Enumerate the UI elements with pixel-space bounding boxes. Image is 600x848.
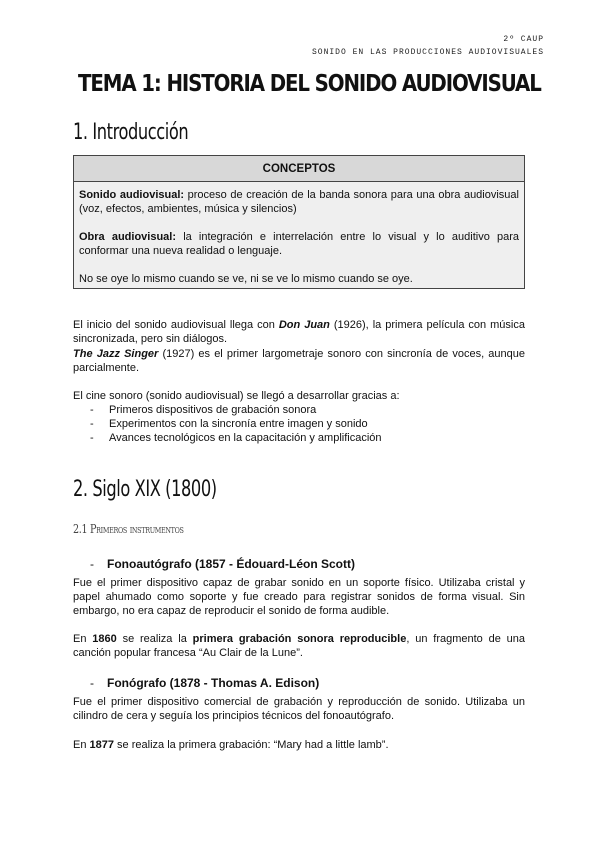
list-item: - Experimentos con la sincronía entre imagen y sonido [90, 418, 368, 430]
concepts-box [73, 155, 525, 289]
concepts-box-header: CONCEPTOS [74, 156, 524, 182]
intro-paragraph-don-juan [73, 318, 525, 346]
text-run: (1927) es el primer largometraje sonoro con sincronía de voces, aunque parcialmente. [73, 348, 525, 374]
definition-sonido-audiovisual [79, 188, 519, 216]
section-heading-introduction: 1. Introducción [73, 120, 189, 145]
concepts-box-body [74, 182, 524, 286]
header-course: 2º CAUP [503, 35, 544, 44]
list-item: - Avances tecnológicos en la capacitación y amplificación [90, 432, 382, 444]
text-run: se realiza la [116, 633, 193, 645]
header-subject: SONIDO EN LAS PRODUCCIONES AUDIOVISUALES [311, 48, 544, 57]
advances-list [90, 403, 382, 445]
text-run: se realiza la primera grabación: “Mary had a little lamb”. [114, 739, 389, 751]
list-item: - Primeros dispositivos de grabación sonora [90, 404, 317, 416]
fonografo-description: Fue el primer dispositivo comercial de grabación y reproducción de sonido. Utilizaba un cilindro de cera y seguía los principios técnicos del fonoautógrafo. [73, 696, 525, 722]
list-item-text: Experimentos con la sincronía entre imagen y sonido [109, 418, 368, 430]
text-run: En [73, 739, 90, 751]
text-run: En [73, 633, 93, 645]
item-title: Fonoautógrafo (1857 - Édouard-Léon Scott) [107, 557, 355, 571]
definition-term: Sonido audiovisual: [79, 189, 185, 201]
year-1860: 1860 [92, 633, 117, 645]
film-title-don-juan: Don Juan [278, 319, 330, 331]
page-title: TEMA 1: HISTORIA DEL SONIDO AUDIOVISUAL [78, 71, 541, 97]
concepts-quote: No se oye lo mismo cuando se ve, ni se ve lo mismo cuando se oye. [79, 273, 413, 285]
definition-text: la integración e interrelación entre lo visual y lo auditivo para conformar una nueva realidad o lenguaje. [79, 231, 519, 257]
text-run: (1926), la primera película con música sincronizada, pero sin diálogos. [73, 319, 525, 345]
item-heading-fonoautografo: - Fonoautógrafo (1857 - Édouard-Léon Scott) [90, 557, 355, 571]
list-item-text: Avances tecnológicos en la capacitación y amplificación [109, 432, 382, 444]
text-run: , un fragmento de una canción popular francesa “Au Clair de la Lune”. [73, 633, 526, 659]
fonoautografo-note [73, 632, 525, 660]
fonografo-note [73, 738, 525, 752]
fonoautografo-description: Fue el primer dispositivo capaz de grabar sonido en un soporte físico. Utilizaba cristal y papel ahumado como soporte y fue creado para registrar sonidos de forma visual. Sin embargo, no era capaz de reproducir el sonido de forma audible. [73, 577, 525, 617]
highlight-first-recording: primera grabación sonora reproducible [192, 633, 407, 645]
item-title: Fonógrafo (1878 - Thomas A. Edison) [107, 676, 320, 690]
intro-paragraph-jazz-singer [73, 347, 525, 375]
year-1877: 1877 [89, 739, 114, 751]
definition-obra-audiovisual [79, 230, 519, 258]
list-item-text: Primeros dispositivos de grabación sonora [109, 404, 317, 416]
film-title-jazz-singer: The Jazz Singer [73, 348, 159, 360]
intro-paragraph-cine-sonoro: El cine sonoro (sonido audiovisual) se llegó a desarrollar gracias a: [73, 390, 400, 402]
subsection-heading-primeros-instrumentos: 2.1 Primeros instrumentos [73, 522, 184, 536]
item-heading-fonografo: - Fonógrafo (1878 - Thomas A. Edison) [90, 676, 320, 690]
section-heading-siglo-xix: 2. Siglo XIX (1800) [73, 477, 217, 502]
definition-text: proceso de creación de la banda sonora para una obra audiovisual (voz, efectos, ambientes, música y silencios) [79, 189, 519, 215]
text-run: El inicio del sonido audiovisual llega con [73, 319, 279, 331]
definition-term: Obra audiovisual: [79, 231, 177, 243]
